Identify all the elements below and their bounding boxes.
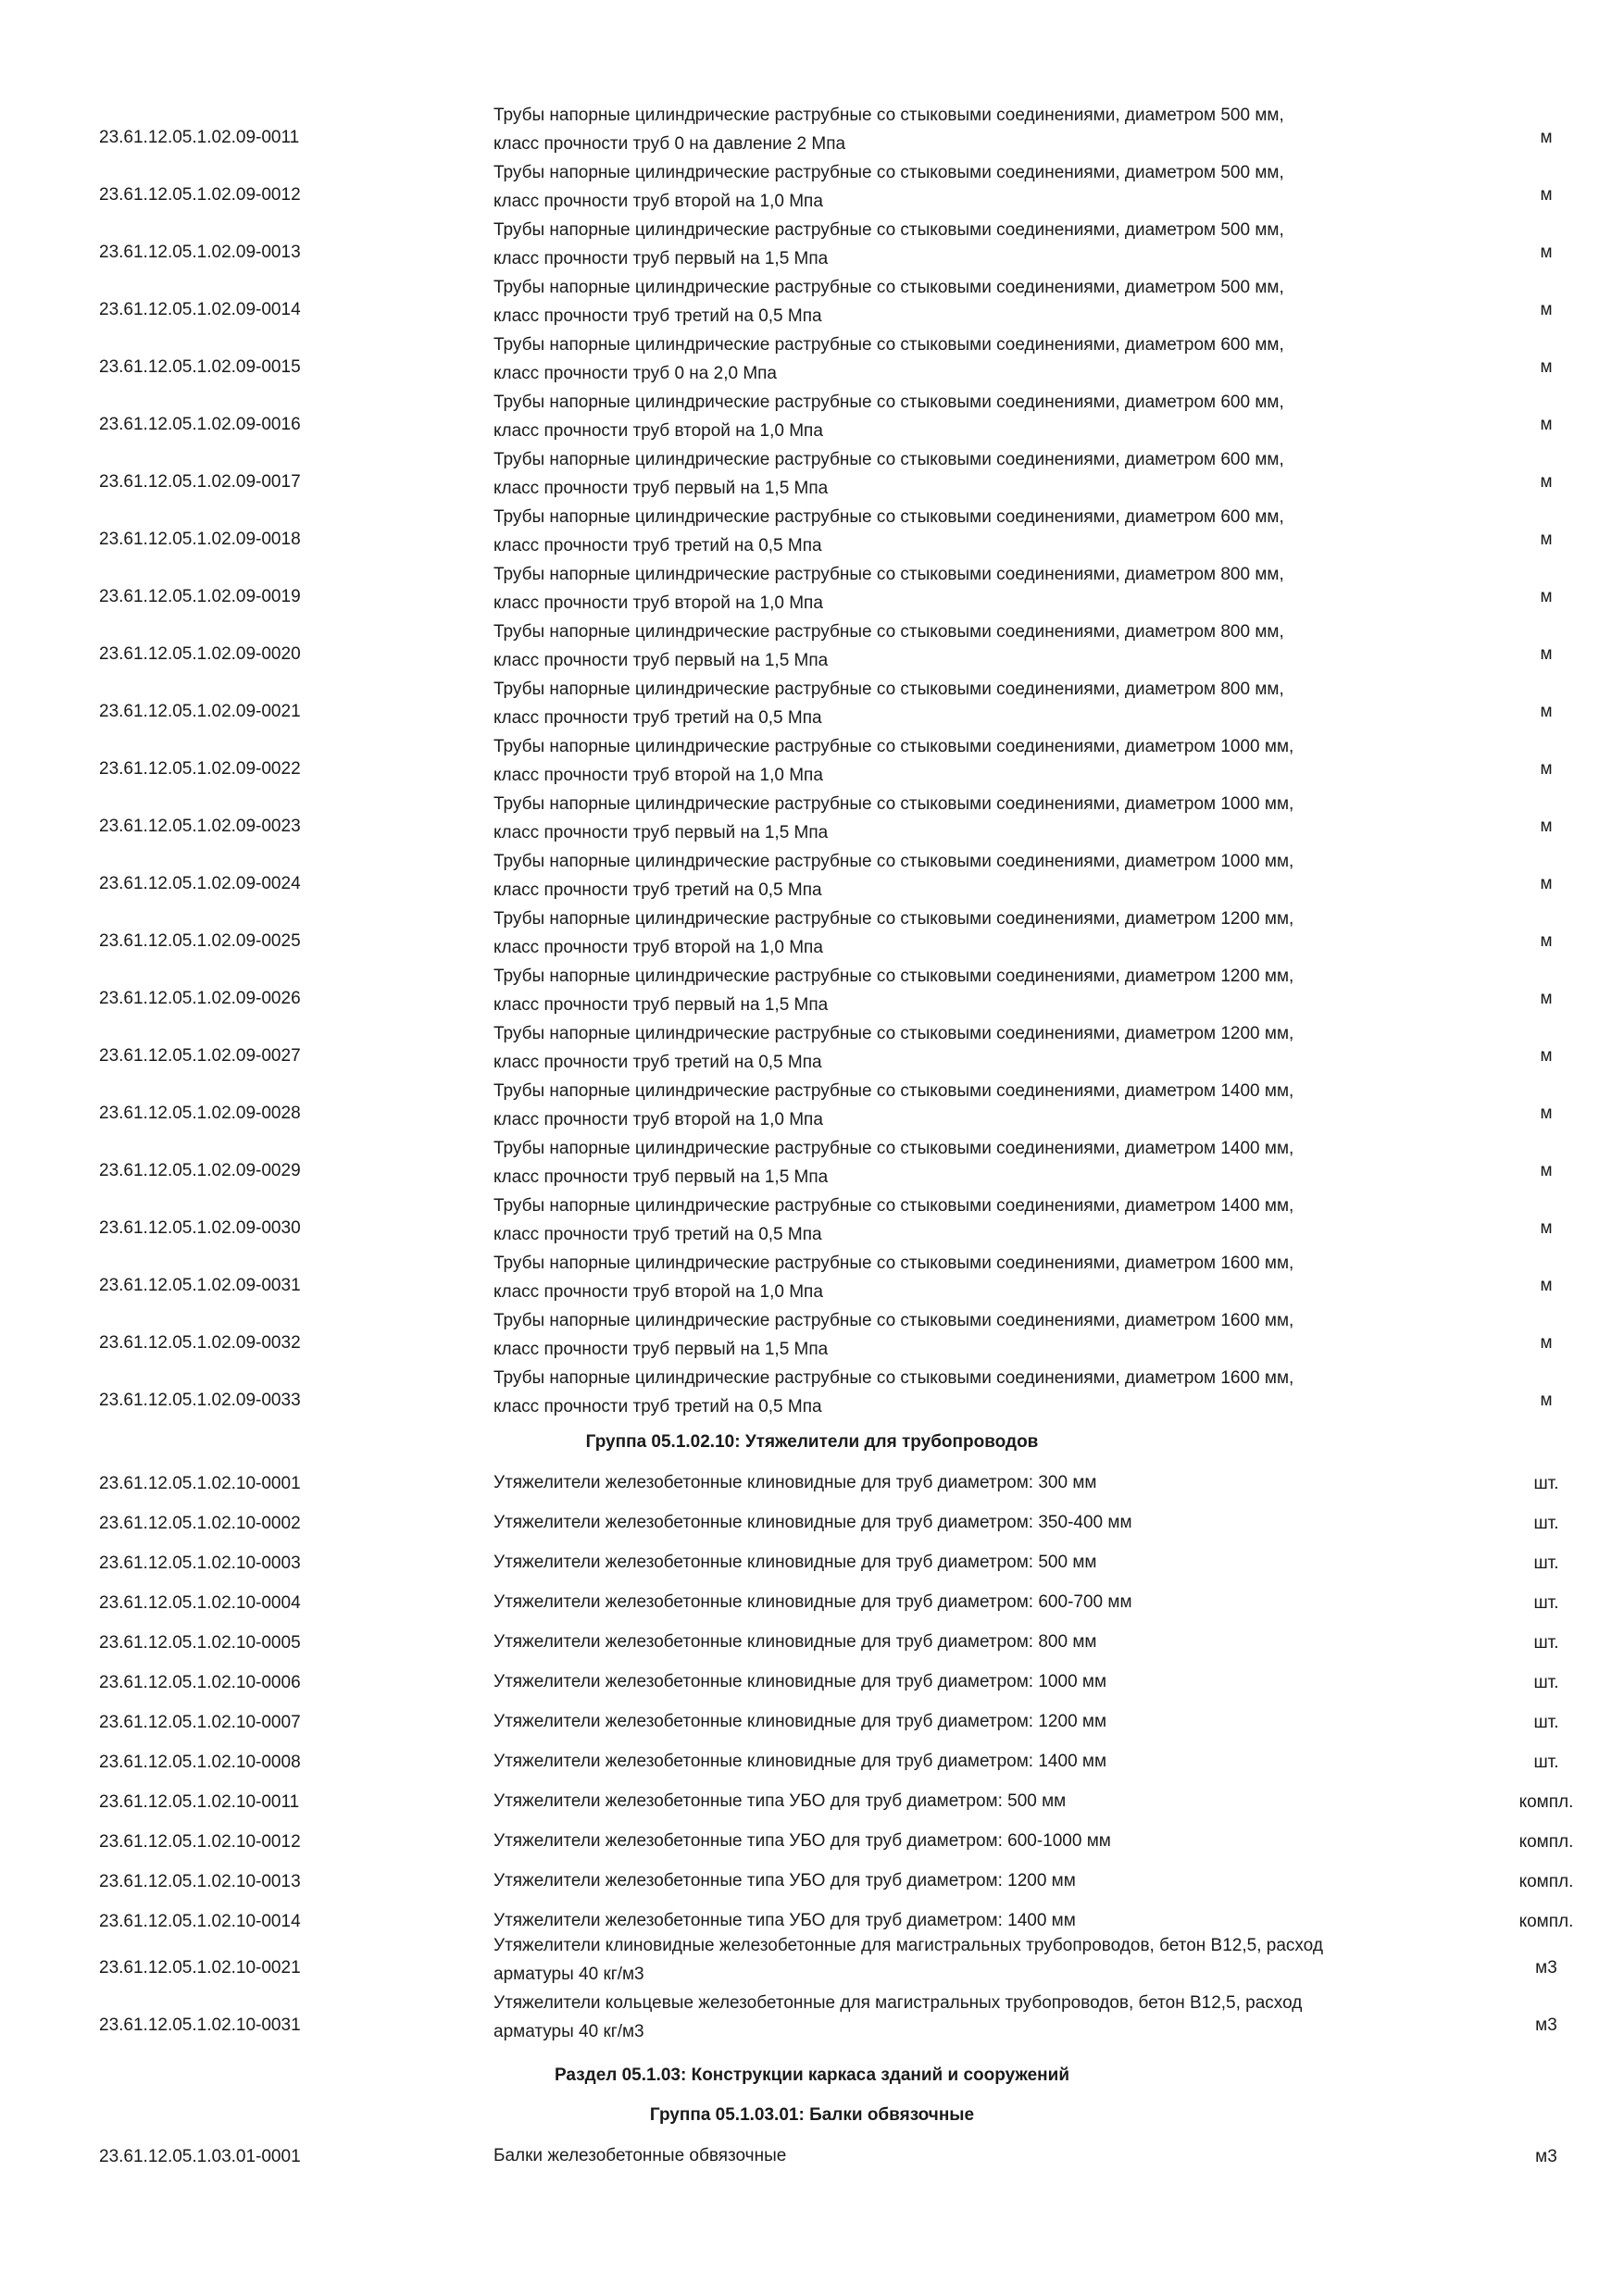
item-unit: м	[1540, 1276, 1553, 1295]
item-name-line: Трубы напорные цилиндрические раструбные со стыковыми соединениями, диаметром 1200 мм,	[493, 967, 1294, 986]
item-name-line: класс прочности труб 0 на 2,0 Мпа	[493, 364, 778, 383]
item-code: 23.61.12.05.1.02.10-0001	[99, 1474, 301, 1493]
item-unit: шт.	[1533, 1593, 1559, 1613]
item-name-line: Трубы напорные цилиндрические раструбные со стыковыми соединениями, диаметром 600 мм,	[493, 393, 1284, 412]
item-unit: м	[1540, 300, 1553, 319]
item-name-line: Трубы напорные цилиндрические раструбные со стыковыми соединениями, диаметром 1600 мм,	[493, 1254, 1294, 1273]
item-name-line: Трубы напорные цилиндрические раструбные со стыковыми соединениями, диаметром 800 мм,	[493, 680, 1284, 699]
item-unit: м	[1540, 587, 1553, 606]
item-unit: м	[1540, 1218, 1553, 1238]
item-unit: м	[1540, 759, 1553, 779]
item-name-line: класс прочности труб третий на 0,5 Мпа	[493, 1397, 822, 1416]
item-unit: м3	[1535, 2015, 1557, 2035]
item-name	[493, 618, 1456, 675]
item-name	[493, 1019, 1456, 1077]
item-name-line: Трубы напорные цилиндрические раструбные со стыковыми соединениями, диаметром 1400 мм,	[493, 1081, 1294, 1101]
item-code: 23.61.12.05.1.02.09-0028	[99, 1104, 301, 1123]
item-unit: шт.	[1533, 1554, 1559, 1573]
item-code: 23.61.12.05.1.02.09-0012	[99, 185, 301, 205]
item-name-line: класс прочности труб третий на 0,5 Мпа	[493, 536, 822, 555]
item-name-line: Трубы напорные цилиндрические раструбные со стыковыми соединениями, диаметром 800 мм,	[493, 565, 1284, 584]
item-name	[493, 1364, 1456, 1421]
item-code: 23.61.12.05.1.02.09-0033	[99, 1391, 301, 1410]
item-name-line: класс прочности труб третий на 0,5 Мпа	[493, 306, 822, 326]
item-name-line: класс прочности труб первый на 1,5 Мпа	[493, 1340, 829, 1359]
item-name	[493, 503, 1456, 560]
item-name-line: Трубы напорные цилиндрические раструбные со стыковыми соединениями, диаметром 500 мм,	[493, 163, 1284, 182]
item-name-line: Трубы напорные цилиндрические раструбные со стыковыми соединениями, диаметром 1600 мм,	[493, 1311, 1294, 1330]
item-name	[493, 445, 1456, 503]
item-name-line: Трубы напорные цилиндрические раструбные со стыковыми соединениями, диаметром 800 мм,	[493, 622, 1284, 642]
item-name: Утяжелители железобетонные клиновидные для труб диаметром: 1400 мм	[493, 1752, 1107, 1771]
item-name: Утяжелители железобетонные клиновидные для труб диаметром: 500 мм	[493, 1553, 1097, 1572]
item-name-line: класс прочности труб второй на 1,0 Мпа	[493, 766, 823, 785]
item-name	[493, 1306, 1456, 1364]
item-name-line: класс прочности труб первый на 1,5 Мпа	[493, 249, 829, 268]
item-name	[493, 675, 1456, 732]
item-code: 23.61.12.05.1.02.09-0015	[99, 357, 301, 377]
item-name-line: Трубы напорные цилиндрические раструбные со стыковыми соединениями, диаметром 500 мм,	[493, 106, 1284, 125]
item-unit: м	[1540, 472, 1553, 492]
item-code: 23.61.12.05.1.02.10-0007	[99, 1713, 301, 1732]
item-code: 23.61.12.05.1.02.10-0011	[99, 1792, 300, 1812]
item-name-line: класс прочности труб третий на 0,5 Мпа	[493, 708, 822, 728]
item-name-line: Трубы напорные цилиндрические раструбные со стыковыми соединениями, диаметром 1000 мм,	[493, 737, 1294, 756]
item-name-line: арматуры 40 кг/м3	[493, 1965, 644, 1984]
item-code: 23.61.12.05.1.02.09-0020	[99, 644, 301, 664]
item-code: 23.61.12.05.1.02.10-0013	[99, 1872, 301, 1891]
item-code: 23.61.12.05.1.02.09-0025	[99, 931, 301, 951]
item-code: 23.61.12.05.1.02.10-0006	[99, 1673, 301, 1692]
item-name-line: Трубы напорные цилиндрические раструбные со стыковыми соединениями, диаметром 1200 мм,	[493, 909, 1294, 929]
item-unit: шт.	[1533, 1633, 1559, 1653]
item-unit: м3	[1535, 2147, 1557, 2166]
item-name-line: Трубы напорные цилиндрические раструбные со стыковыми соединениями, диаметром 1600 мм,	[493, 1368, 1294, 1388]
item-name	[493, 1192, 1456, 1249]
item-name-line: класс прочности труб третий на 0,5 Мпа	[493, 1053, 822, 1072]
item-unit: м	[1540, 1104, 1553, 1123]
item-name: Балки железобетонные обвязочные	[493, 2146, 787, 2165]
item-unit: м	[1540, 1161, 1553, 1180]
item-name-line: Трубы напорные цилиндрические раструбные со стыковыми соединениями, диаметром 500 мм,	[493, 278, 1284, 297]
item-code: 23.61.12.05.1.02.10-0012	[99, 1832, 301, 1852]
item-name: Утяжелители железобетонные клиновидные для труб диаметром: 1200 мм	[493, 1712, 1107, 1731]
item-code: 23.61.12.05.1.02.09-0013	[99, 243, 301, 262]
item-name-line: Трубы напорные цилиндрические раструбные со стыковыми соединениями, диаметром 600 мм,	[493, 507, 1284, 527]
item-unit: м	[1540, 702, 1553, 721]
item-unit: м	[1540, 1333, 1553, 1353]
item-unit: шт.	[1533, 1514, 1559, 1533]
item-name-line: Трубы напорные цилиндрические раструбные со стыковыми соединениями, диаметром 1000 мм,	[493, 852, 1294, 871]
item-name	[493, 847, 1456, 905]
item-unit: м	[1540, 1391, 1553, 1410]
item-name-line: класс прочности труб первый на 1,5 Мпа	[493, 1167, 829, 1187]
item-unit: м	[1540, 185, 1553, 205]
item-name-line: Утяжелители кольцевые железобетонные для магистральных трубопроводов, бетон В12,5, расход	[493, 1993, 1303, 2013]
item-unit: м	[1540, 530, 1553, 549]
item-code: 23.61.12.05.1.02.09-0030	[99, 1218, 301, 1238]
item-name-line: класс прочности труб первый на 1,5 Мпа	[493, 479, 829, 498]
item-unit: компл.	[1518, 1792, 1574, 1812]
item-name-line: класс прочности труб второй на 1,0 Мпа	[493, 1282, 823, 1302]
item-name	[493, 732, 1456, 790]
item-code: 23.61.12.05.1.02.10-0004	[99, 1593, 301, 1613]
item-name-line: арматуры 40 кг/м3	[493, 2022, 644, 2041]
item-name-line: Трубы напорные цилиндрические раструбные со стыковыми соединениями, диаметром 1000 мм,	[493, 794, 1294, 814]
item-code: 23.61.12.05.1.02.09-0019	[99, 587, 301, 606]
item-name-line: Трубы напорные цилиндрические раструбные со стыковыми соединениями, диаметром 1400 мм,	[493, 1139, 1294, 1158]
item-unit: м	[1540, 357, 1553, 377]
item-name-line: Трубы напорные цилиндрические раструбные со стыковыми соединениями, диаметром 1400 мм,	[493, 1196, 1294, 1216]
section-heading: Раздел 05.1.03: Конструкции каркаса зданий и сооружений	[554, 2065, 1070, 2085]
item-name: Утяжелители железобетонные типа УБО для труб диаметром: 1400 мм	[493, 1911, 1076, 1930]
item-name: Утяжелители железобетонные клиновидные для труб диаметром: 1000 мм	[493, 1672, 1107, 1691]
item-code: 23.61.12.05.1.02.10-0021	[99, 1958, 301, 1978]
item-name-line: класс прочности труб второй на 1,0 Мпа	[493, 421, 823, 441]
item-code: 23.61.12.05.1.02.09-0018	[99, 530, 301, 549]
item-name: Утяжелители железобетонные клиновидные для труб диаметром: 800 мм	[493, 1632, 1097, 1652]
item-name	[493, 905, 1456, 962]
item-unit: м	[1540, 989, 1553, 1008]
item-name	[493, 388, 1456, 445]
item-code: 23.61.12.05.1.02.09-0024	[99, 874, 301, 893]
item-unit: м	[1540, 874, 1553, 893]
item-name-line: класс прочности труб первый на 1,5 Мпа	[493, 651, 829, 670]
item-name-line: Трубы напорные цилиндрические раструбные со стыковыми соединениями, диаметром 600 мм,	[493, 450, 1284, 469]
item-name	[493, 1077, 1456, 1134]
item-name	[493, 216, 1456, 273]
item-code: 23.61.12.05.1.02.09-0022	[99, 759, 301, 779]
item-name-line: Трубы напорные цилиндрические раструбные со стыковыми соединениями, диаметром 1200 мм,	[493, 1024, 1294, 1043]
item-code: 23.61.12.05.1.02.10-0031	[99, 2015, 301, 2035]
item-name	[493, 962, 1456, 1019]
item-name-line: Утяжелители клиновидные железобетонные для магистральных трубопроводов, бетон В12,5, расход	[493, 1936, 1323, 1955]
item-code: 23.61.12.05.1.02.10-0014	[99, 1912, 301, 1931]
item-name: Утяжелители железобетонные клиновидные для труб диаметром: 350-400 мм	[493, 1513, 1132, 1532]
item-code: 23.61.12.05.1.02.09-0031	[99, 1276, 301, 1295]
item-code: 23.61.12.05.1.02.09-0016	[99, 415, 301, 434]
item-code: 23.61.12.05.1.02.09-0027	[99, 1046, 301, 1066]
item-code: 23.61.12.05.1.02.09-0017	[99, 472, 301, 492]
item-name: Утяжелители железобетонные клиновидные для труб диаметром: 600-700 мм	[493, 1592, 1132, 1612]
item-unit: м	[1540, 243, 1553, 262]
item-name-line: класс прочности труб третий на 0,5 Мпа	[493, 1225, 822, 1244]
item-unit: шт.	[1533, 1474, 1559, 1493]
item-code: 23.61.12.05.1.02.09-0014	[99, 300, 301, 319]
item-name: Утяжелители железобетонные типа УБО для труб диаметром: 600-1000 мм	[493, 1831, 1111, 1851]
item-code: 23.61.12.05.1.02.09-0023	[99, 817, 301, 836]
item-unit: компл.	[1518, 1832, 1574, 1852]
item-name-line: класс прочности труб второй на 1,0 Мпа	[493, 938, 823, 957]
item-name	[493, 273, 1456, 331]
item-unit: м3	[1535, 1958, 1557, 1978]
item-name	[493, 158, 1456, 216]
item-unit: м	[1540, 128, 1553, 147]
item-code: 23.61.12.05.1.02.10-0005	[99, 1633, 301, 1653]
item-code: 23.61.12.05.1.02.09-0032	[99, 1333, 301, 1353]
item-code: 23.61.12.05.1.02.09-0026	[99, 989, 301, 1008]
item-unit: м	[1540, 817, 1553, 836]
item-unit: м	[1540, 931, 1553, 951]
item-name-line: класс прочности труб первый на 1,5 Мпа	[493, 995, 829, 1015]
item-code: 23.61.12.05.1.03.01-0001	[99, 2147, 301, 2166]
item-code: 23.61.12.05.1.02.09-0021	[99, 702, 301, 721]
item-name-line: класс прочности труб второй на 1,0 Мпа	[493, 192, 823, 211]
item-name-line: Трубы напорные цилиндрические раструбные со стыковыми соединениями, диаметром 600 мм,	[493, 335, 1284, 355]
item-code: 23.61.12.05.1.02.10-0003	[99, 1554, 301, 1573]
item-name	[493, 1989, 1456, 2046]
item-name-line: Трубы напорные цилиндрические раструбные со стыковыми соединениями, диаметром 500 мм,	[493, 220, 1284, 240]
item-unit: шт.	[1533, 1673, 1559, 1692]
group-heading: Группа 05.1.03.01: Балки обвязочные	[649, 2105, 975, 2125]
item-name	[493, 101, 1456, 158]
item-unit: компл.	[1518, 1912, 1574, 1931]
item-code: 23.61.12.05.1.02.09-0029	[99, 1161, 301, 1180]
item-name	[493, 1134, 1456, 1192]
item-name	[493, 790, 1456, 847]
item-code: 23.61.12.05.1.02.09-0011	[99, 128, 300, 147]
item-unit: шт.	[1533, 1713, 1559, 1732]
item-unit: м	[1540, 415, 1553, 434]
item-code: 23.61.12.05.1.02.10-0002	[99, 1514, 301, 1533]
item-name	[493, 1931, 1456, 1989]
item-name-line: класс прочности труб первый на 1,5 Мпа	[493, 823, 829, 842]
item-unit: компл.	[1518, 1872, 1574, 1891]
item-unit: м	[1540, 644, 1553, 664]
group-heading: Группа 05.1.02.10: Утяжелители для трубопроводов	[585, 1432, 1039, 1452]
item-name: Утяжелители железобетонные типа УБО для труб диаметром: 1200 мм	[493, 1871, 1076, 1890]
item-name-line: класс прочности труб 0 на давление 2 Мпа	[493, 134, 846, 154]
item-name: Утяжелители железобетонные типа УБО для труб диаметром: 500 мм	[493, 1791, 1067, 1811]
item-unit: м	[1540, 1046, 1553, 1066]
item-code: 23.61.12.05.1.02.10-0008	[99, 1753, 301, 1772]
item-name	[493, 560, 1456, 618]
item-name	[493, 331, 1456, 388]
item-name-line: класс прочности труб второй на 1,0 Мпа	[493, 593, 823, 613]
item-name-line: класс прочности труб третий на 0,5 Мпа	[493, 880, 822, 900]
item-name-line: класс прочности труб второй на 1,0 Мпа	[493, 1110, 823, 1129]
item-name: Утяжелители железобетонные клиновидные для труб диаметром: 300 мм	[493, 1473, 1097, 1492]
item-unit: шт.	[1533, 1753, 1559, 1772]
item-name	[493, 1249, 1456, 1306]
